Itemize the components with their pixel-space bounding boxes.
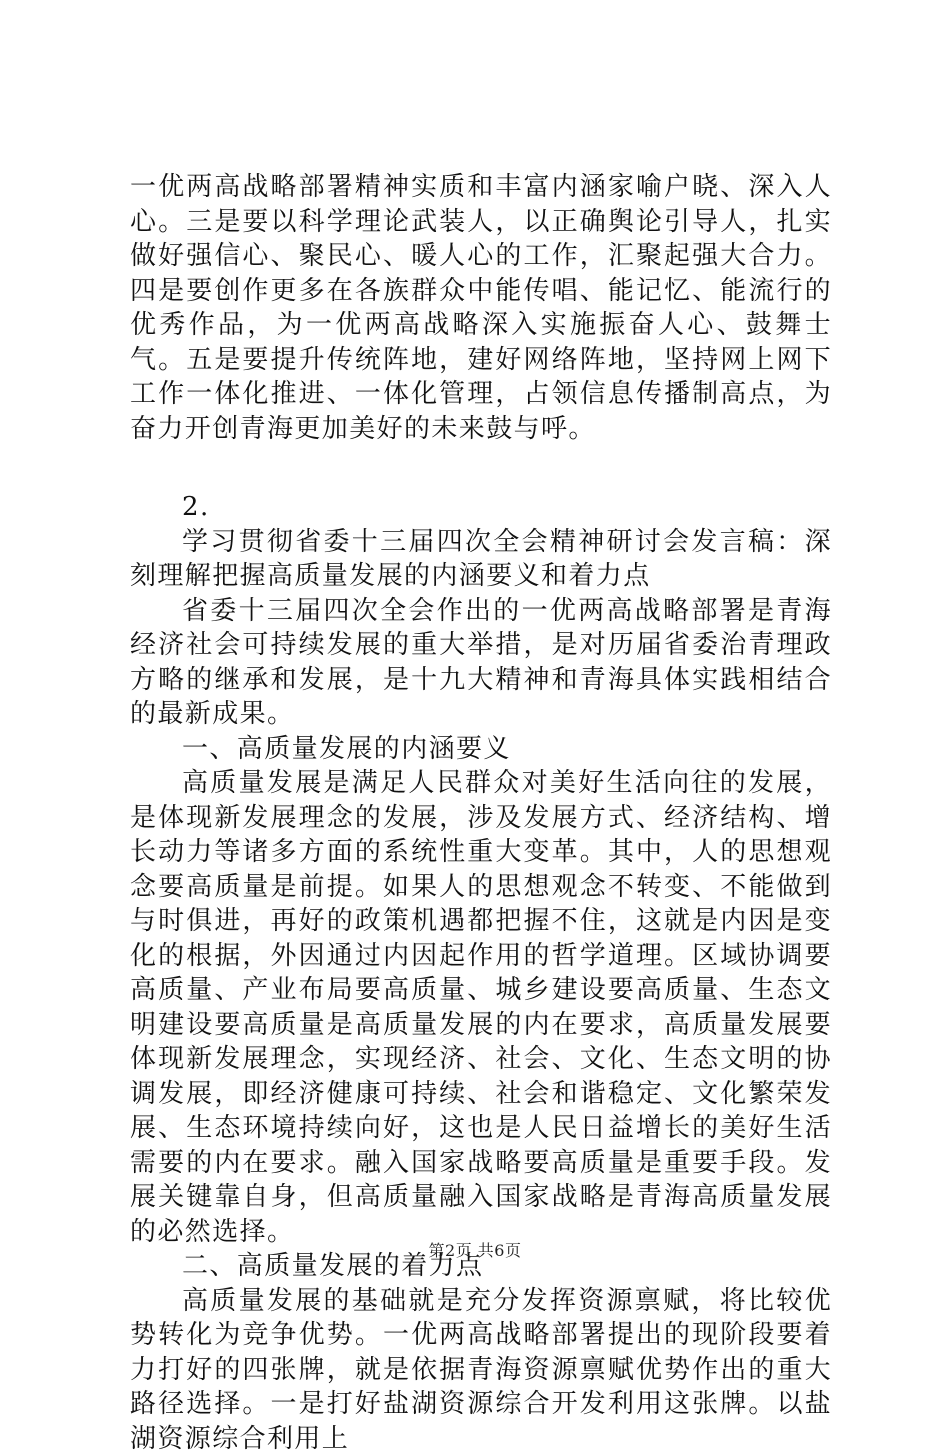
heading-part-two: 二、高质量发展的着力点 xyxy=(130,1249,832,1284)
paragraph-part-two: 高质量发展的基础就是充分发挥资源禀赋，将比较优势转化为竞争优势。一优两高战略部署提出的现阶段要着力打好的四张牌，就是依据青海资源禀赋优势作出的重大路径选择。一是打好盐湖资源综合开发利用这张牌。以盐湖资源综合利用上 xyxy=(130,1284,832,1456)
paragraph-intro: 省委十三届四次全会作出的一优两高战略部署是青海经济社会可持续发展的重大举措，是对历届省委治青理政方略的继承和发展，是十九大精神和青海具体实践相结合的最新成果。 xyxy=(130,594,832,732)
paragraph-gap xyxy=(130,446,832,490)
page-footer: 第2页 共6页 xyxy=(0,1238,950,1261)
document-body xyxy=(130,170,832,1456)
heading-part-one: 一、高质量发展的内涵要义 xyxy=(130,732,832,767)
section-number: 2. xyxy=(130,490,832,525)
section-title: 学习贯彻省委十三届四次全会精神研讨会发言稿：深刻理解把握高质量发展的内涵要义和着力点 xyxy=(130,525,832,594)
paragraph-continuation: 一优两高战略部署精神实质和丰富内涵家喻户晓、深入人心。三是要以科学理论武装人，以正确舆论引导人，扎实做好强信心、聚民心、暖人心的工作，汇聚起强大合力。四是要创作更多在各族群众中能传唱、能记忆、能流行的优秀作品，为一优两高战略深入实施振奋人心、鼓舞士气。五是要提升传统阵地，建好网络阵地，坚持网上网下工作一体化推进、一体化管理，占领信息传播制高点，为奋力开创青海更加美好的未来鼓与呼。 xyxy=(130,170,832,446)
paragraph-part-one: 高质量发展是满足人民群众对美好生活向往的发展，是体现新发展理念的发展，涉及发展方式、经济结构、增长动力等诸多方面的系统性重大变革。其中，人的思想观念要高质量是前提。如果人的思想观念不转变、不能做到与时俱进，再好的政策机遇都把握不住，这就是内因是变化的根据，外因通过内因起作用的哲学道理。区域协调要高质量、产业布局要高质量、城乡建设要高质量、生态文明建设要高质量是高质量发展的内在要求，高质量发展要体现新发展理念，实现经济、社会、文化、生态文明的协调发展，即经济健康可持续、社会和谐稳定、文化繁荣发展、生态环境持续向好，这也是人民日益增长的美好生活需要的内在要求。融入国家战略要高质量是重要手段。发展关键靠自身，但高质量融入国家战略是青海高质量发展的必然选择。 xyxy=(130,766,832,1249)
